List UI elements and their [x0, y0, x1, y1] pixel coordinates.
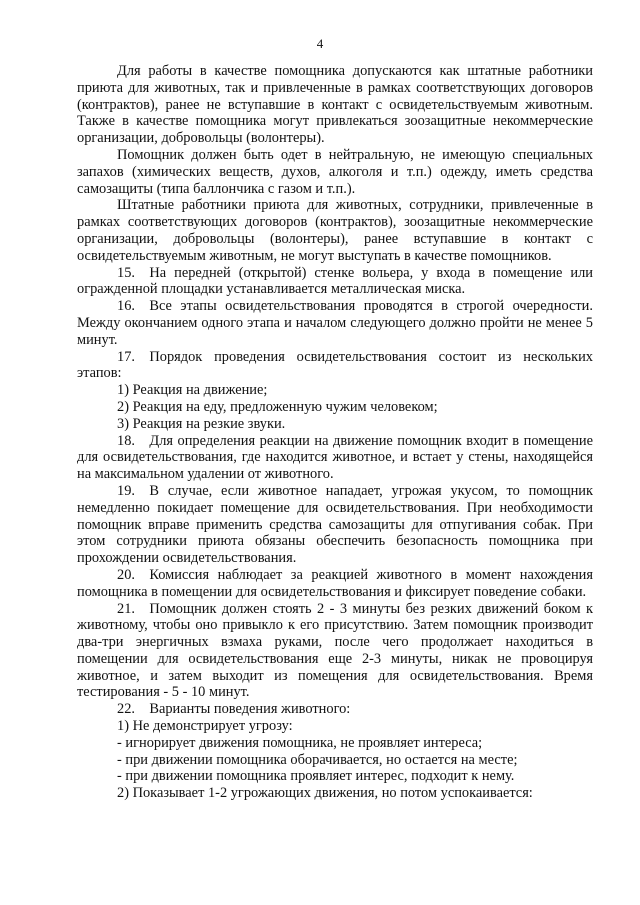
list-item-behavior-1c: - при движении помощника проявляет интерес, подходит к нему.	[117, 768, 515, 785]
paragraph-helper-restriction: Штатные работники приюта для животных, сотрудники, привлеченные в рамках соответствующих договоров (контрактов), зоозащитные некоммерческие организации, добровольцы (волонтеры), ранее вступавшие в контакт с освидетельствуемым животным, не могут выступать в качестве помощников.	[77, 197, 593, 264]
list-item-behavior-1: 1) Не демонстрирует угрозу:	[117, 718, 293, 735]
paragraph-item-22: 22. Варианты поведения животного:	[117, 701, 351, 718]
page-number: 4	[316, 36, 324, 51]
paragraph-helper-clothing: Помощник должен быть одет в нейтральную, не имеющую специальных запахов (химических веществ, духов, алкоголя и т.п.) одежду, иметь средства самозащиты (типа баллончика с газом и т.п.).	[77, 146, 593, 197]
paragraph-item-19: 19. В случае, если животное нападает, угрожая укусом, то помощник немедленно покидает помещение для освидетельствования. При необходимости помощник вправе применить средства самозащиты для отпугивания собак. При этом сотрудники приюта обязаны обеспечить безопасность помощника при прохождении освидетельствования.	[77, 482, 593, 567]
paragraph-item-20: 20. Комиссия наблюдает за реакцией животного в момент нахождения помощника в помещении для освидетельствования и фиксирует поведение собаки.	[77, 566, 593, 600]
paragraph-item-15: 15. На передней (открытой) стенке вольера, у входа в помещение или огражденной площадки устанавливается металлическая миска.	[77, 264, 593, 298]
paragraph-item-16: 16. Все этапы освидетельствования проводятся в строгой очередности. Между окончанием одного этапа и началом следующего должно пройти не менее 5 минут.	[77, 298, 593, 348]
list-item-stage-2: 2) Реакция на еду, предложенную чужим человеком;	[117, 398, 438, 415]
paragraph-item-17: 17. Порядок проведения освидетельствования состоит из нескольких этапов:	[77, 348, 593, 382]
list-item-stage-3: 3) Реакция на резкие звуки.	[117, 415, 286, 432]
paragraph-helper-admission: Для работы в качестве помощника допускаются как штатные работники приюта для животных, так и привлеченные в рамках соответствующих договоров (контрактов), ранее не вступавшие в контакт с освидетельствуемым животным. Также в качестве помощника могут привлекаться зоозащитные некоммерческие организации, добровольцы (волонтеры).	[77, 63, 593, 147]
paragraph-item-18: 18. Для определения реакции на движение помощник входит в помещение для освидетельствования, где находится животное, и встает у стены, находящейся на максимальном удалении от животного.	[77, 432, 593, 483]
list-item-stage-1: 1) Реакция на движение;	[117, 382, 268, 399]
list-item-behavior-1a: - игнорирует движения помощника, не проявляет интереса;	[117, 734, 483, 751]
list-item-behavior-2: 2) Показывает 1-2 угрожающих движения, но потом успокаивается:	[117, 785, 533, 802]
document-body	[77, 63, 593, 802]
list-item-behavior-1b: - при движении помощника оборачивается, но остается на месте;	[117, 751, 518, 768]
paragraph-item-21: 21. Помощник должен стоять 2 - 3 минуты без резких движений боком к животному, чтобы оно привыкло к его присутствию. Затем помощник производит два-три энергичных взмаха руками, после чего продолжает находиться в помещении для освидетельствования еще 2-3 минуты, никак не провоцируя животное, и затем выходит из помещения для освидетельствования. Время тестирования - 5 - 10 минут.	[77, 600, 593, 701]
